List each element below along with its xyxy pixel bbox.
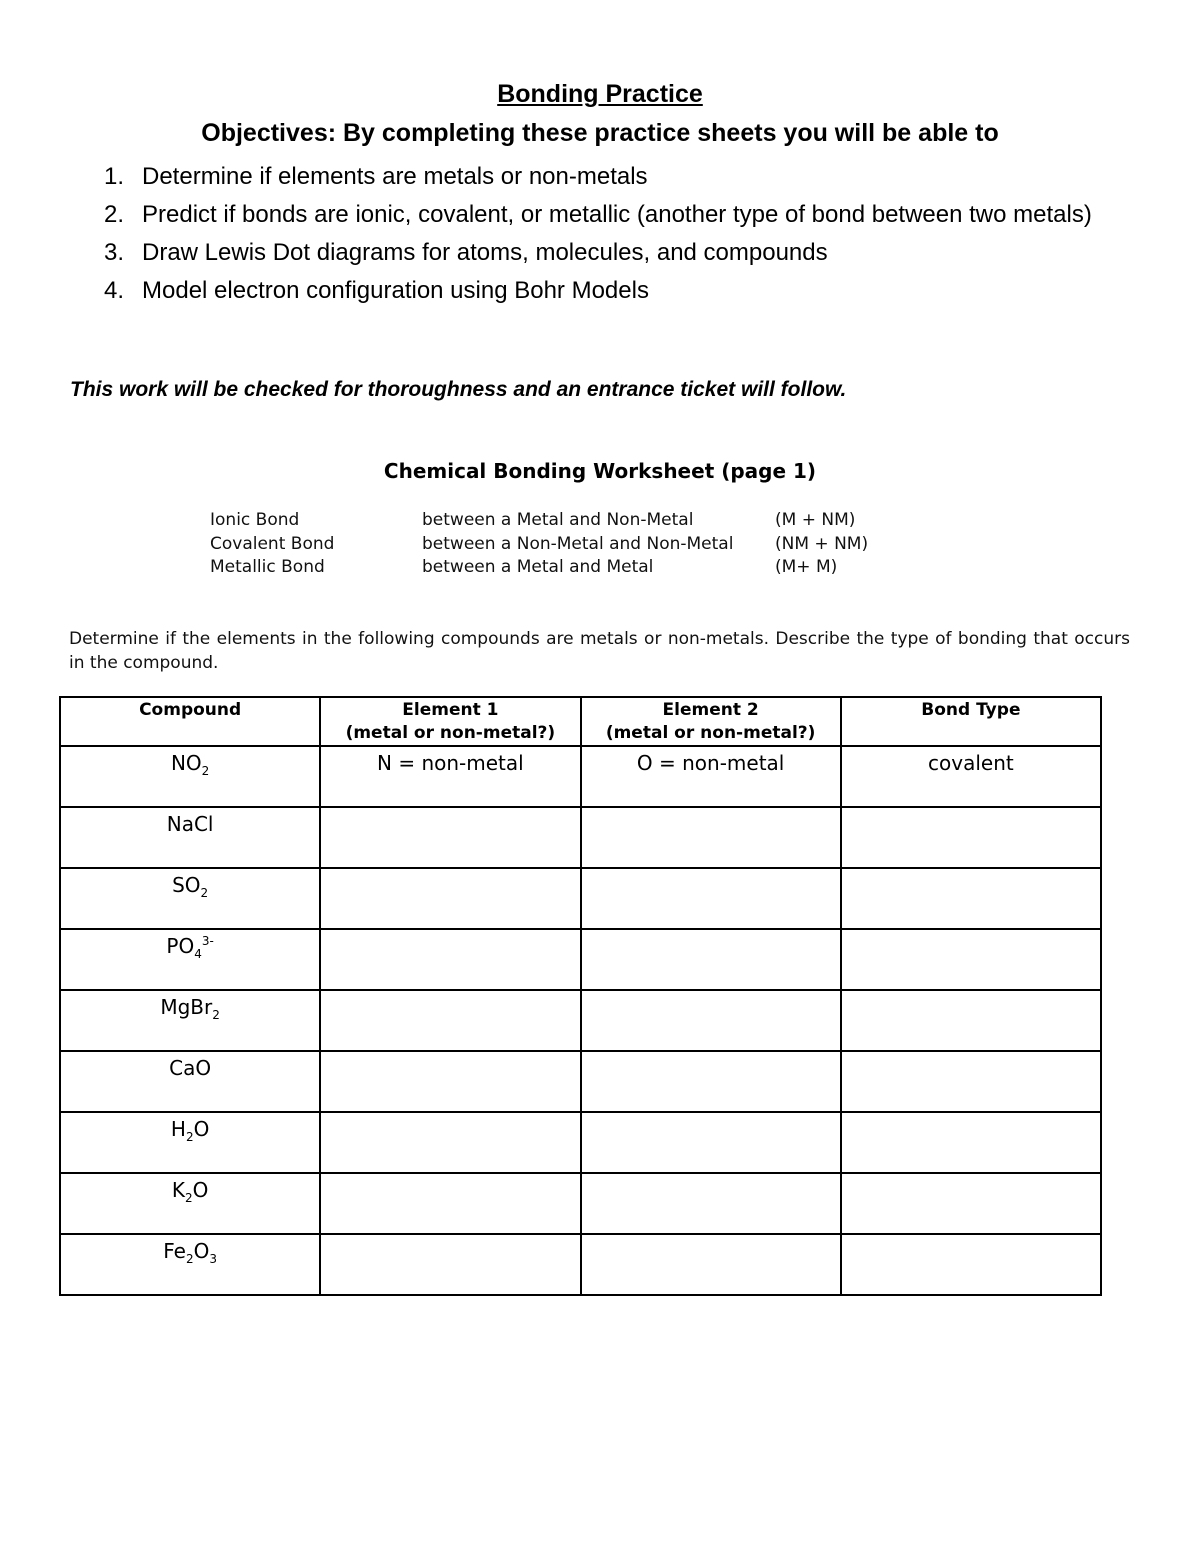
definition-abbr: (M + NM)	[775, 510, 856, 530]
element-1-cell[interactable]	[320, 1112, 580, 1173]
objective-text: Predict if bonds are ionic, covalent, or metallic (another type of bond between two metals)	[142, 201, 1092, 228]
compound-cell	[60, 1112, 320, 1173]
element-1-cell[interactable]	[320, 1173, 580, 1234]
header-title: Compound	[139, 700, 242, 720]
formula-superscript: 3-	[201, 934, 214, 948]
formula-part: NaCl	[166, 812, 214, 836]
formula-subscript: 2	[184, 1191, 193, 1205]
compound-cell	[60, 929, 320, 990]
element-2-cell[interactable]: O = non-metal	[581, 746, 841, 807]
definition-name: Ionic Bond	[210, 510, 300, 530]
element-2-cell[interactable]	[581, 1112, 841, 1173]
objective-number: 4.	[104, 277, 125, 304]
compound-cell	[60, 868, 320, 929]
element-2-cell[interactable]	[581, 868, 841, 929]
objective-text: Draw Lewis Dot diagrams for atoms, molecules, and compounds	[142, 239, 828, 266]
objective-item	[100, 234, 1150, 272]
header-element-2	[581, 697, 841, 746]
bond-type-cell[interactable]	[841, 1112, 1101, 1173]
element-2-cell[interactable]	[581, 990, 841, 1051]
element-2-cell[interactable]	[581, 1234, 841, 1295]
element-1-cell[interactable]	[320, 868, 580, 929]
compound-cell	[60, 746, 320, 807]
checking-note: This work will be checked for thoroughness and an entrance ticket will follow.	[70, 378, 847, 401]
table-row	[60, 1112, 1101, 1173]
element-2-cell[interactable]	[581, 807, 841, 868]
formula-part: O	[192, 1178, 209, 1202]
definition-abbr: (NM + NM)	[775, 533, 869, 554]
header-compound	[60, 697, 320, 746]
formula-part: SO	[172, 873, 201, 897]
objective-text: Determine if elements are metals or non-metals	[142, 163, 648, 190]
bond-type-cell[interactable]: covalent	[841, 746, 1101, 807]
compound-cell	[60, 1173, 320, 1234]
element-1-cell[interactable]	[320, 929, 580, 990]
compound-cell	[60, 1051, 320, 1112]
bond-type-cell[interactable]	[841, 868, 1101, 929]
bond-type-cell[interactable]	[841, 929, 1101, 990]
objective-item	[100, 158, 1150, 196]
objectives-heading: Objectives: By completing these practice sheets you will be able to	[201, 119, 999, 147]
formula-subscript: 2	[185, 1252, 194, 1266]
bond-type-cell[interactable]	[841, 990, 1101, 1051]
formula-part: MgBr	[160, 995, 213, 1019]
definition-description: between a Metal and Metal	[422, 557, 654, 577]
header-title: Element 2	[662, 700, 759, 720]
formula-part: CaO	[169, 1056, 212, 1080]
element-1-cell[interactable]	[320, 807, 580, 868]
objective-item	[100, 196, 1150, 234]
compound-cell	[60, 1234, 320, 1295]
bond-type-cell[interactable]	[841, 1234, 1101, 1295]
definition-description: between a Metal and Non-Metal	[422, 510, 694, 530]
header-subtitle: (metal or non-metal?)	[345, 723, 556, 743]
element-1-cell[interactable]	[320, 990, 580, 1051]
table-row	[60, 990, 1101, 1051]
formula-subscript: 2	[185, 1130, 194, 1144]
formula-part: H	[170, 1117, 186, 1141]
bonding-table	[59, 696, 1102, 1296]
formula-part: O	[193, 1117, 210, 1141]
table-body	[60, 746, 1101, 1295]
table-row	[60, 868, 1101, 929]
header-element-1	[320, 697, 580, 746]
element-1-cell[interactable]: N = non-metal	[320, 746, 580, 807]
table-header-row	[60, 697, 1101, 746]
compound-cell	[60, 990, 320, 1051]
formula-part: Fe	[163, 1239, 186, 1263]
table-row	[60, 746, 1101, 807]
header-subtitle: (metal or non-metal?)	[605, 723, 816, 743]
definition-abbr: (M+ M)	[775, 557, 838, 577]
formula-subscript: 2	[201, 764, 210, 778]
table-row	[60, 1173, 1101, 1234]
formula-part: O	[193, 1239, 210, 1263]
page-title: Bonding Practice	[497, 80, 703, 108]
formula-subscript: 4	[194, 947, 202, 961]
worksheet-title: Chemical Bonding Worksheet (page 1)	[383, 459, 817, 483]
definition-name: Covalent Bond	[210, 533, 335, 554]
compound-cell	[60, 807, 320, 868]
header-title: Element 1	[402, 700, 499, 720]
header-title: Bond Type	[921, 700, 1021, 720]
table-row	[60, 929, 1101, 990]
element-2-cell[interactable]	[581, 1173, 841, 1234]
bond-type-cell[interactable]	[841, 1051, 1101, 1112]
objective-number: 1.	[104, 163, 125, 190]
formula-part: NO	[170, 751, 202, 775]
objective-number: 2.	[104, 201, 125, 228]
table-row	[60, 1234, 1101, 1295]
formula-part: PO	[166, 934, 195, 958]
element-1-cell[interactable]	[320, 1051, 580, 1112]
formula-subscript: 2	[200, 886, 209, 900]
element-1-cell[interactable]	[320, 1234, 580, 1295]
formula-subscript: 3	[209, 1252, 217, 1266]
objective-item	[100, 272, 1150, 310]
header-bond-type	[841, 697, 1101, 746]
table-row	[60, 807, 1101, 868]
objective-text: Model electron configuration using Bohr Models	[142, 277, 649, 304]
table-row	[60, 1051, 1101, 1112]
bond-type-cell[interactable]	[841, 1173, 1101, 1234]
bond-type-cell[interactable]	[841, 807, 1101, 868]
element-2-cell[interactable]	[581, 929, 841, 990]
formula-subscript: 2	[212, 1008, 220, 1022]
element-2-cell[interactable]	[581, 1051, 841, 1112]
formula-part: K	[171, 1178, 185, 1202]
definition-name: Metallic Bond	[210, 557, 325, 577]
objective-number: 3.	[104, 239, 125, 266]
objectives-list	[100, 158, 1150, 310]
definition-description: between a Non-Metal and Non-Metal	[422, 533, 734, 554]
instructions: Determine if the elements in the following compounds are metals or non-metals. Describe the type of bonding that occurs in the compound.	[69, 629, 1130, 673]
